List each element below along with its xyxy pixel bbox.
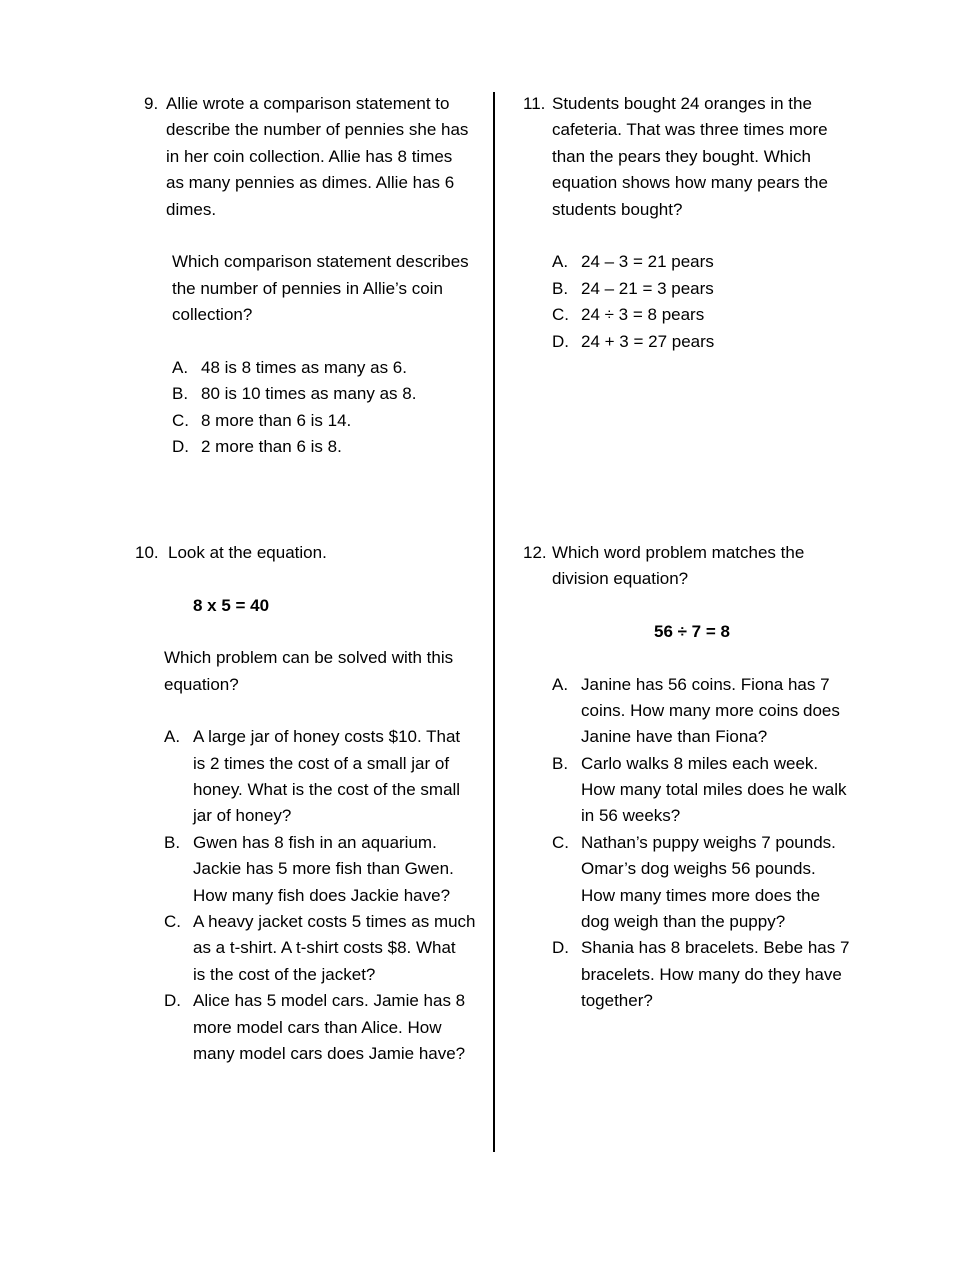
question-stem-line: as many pennies as dimes. Allie has 6 bbox=[166, 173, 455, 192]
option-text: 24 – 3 = 21 pears bbox=[581, 252, 714, 271]
option-letter: A. bbox=[552, 675, 569, 694]
question-number: 11. bbox=[523, 94, 546, 113]
option-text: jar of honey? bbox=[193, 806, 292, 825]
question-prompt-line: Which problem can be solved with this bbox=[164, 648, 454, 667]
option-text: Janine have than Fiona? bbox=[581, 727, 768, 746]
option-text: How many total miles does he walk bbox=[581, 780, 847, 799]
option-text: Carlo walks 8 miles each week. bbox=[581, 754, 819, 773]
option-letter: D. bbox=[552, 332, 569, 351]
question-stem-line: than the pears they bought. Which bbox=[552, 147, 811, 166]
option-letter: A. bbox=[172, 358, 189, 377]
question-stem-line: division equation? bbox=[552, 569, 689, 588]
option-text: 48 is 8 times as many as 6. bbox=[201, 358, 407, 377]
question-stem-line: Students bought 24 oranges in the bbox=[552, 94, 812, 113]
option-letter: D. bbox=[172, 437, 189, 456]
option-text: coins. How many more coins does bbox=[581, 701, 840, 720]
option-letter: C. bbox=[552, 833, 569, 852]
option-text: in 56 weeks? bbox=[581, 806, 681, 825]
option-letter: C. bbox=[164, 912, 181, 931]
option-text: Nathan’s puppy weighs 7 pounds. bbox=[581, 833, 836, 852]
option-text: Gwen has 8 fish in an aquarium. bbox=[193, 833, 437, 852]
option-text: is the cost of the jacket? bbox=[193, 965, 376, 984]
question-number: 10. bbox=[135, 543, 159, 562]
option-text: Shania has 8 bracelets. Bebe has 7 bbox=[581, 938, 850, 957]
option-text: 2 more than 6 is 8. bbox=[201, 437, 342, 456]
option-text: honey. What is the cost of the small bbox=[193, 780, 461, 799]
option-text: How many fish does Jackie have? bbox=[193, 886, 451, 905]
equation: 56 ÷ 7 = 8 bbox=[654, 622, 730, 641]
option-text: 24 ÷ 3 = 8 pears bbox=[581, 305, 705, 324]
option-letter: C. bbox=[172, 411, 189, 430]
question-number: 9. bbox=[144, 94, 159, 113]
option-text: dog weigh than the puppy? bbox=[581, 912, 786, 931]
option-letter: A. bbox=[164, 727, 181, 746]
option-letter: C. bbox=[552, 305, 569, 324]
question-stem-line: describe the number of pennies she has bbox=[166, 120, 469, 139]
option-text: How many times more does the bbox=[581, 886, 821, 905]
option-text: 8 more than 6 is 14. bbox=[201, 411, 352, 430]
option-text: Janine has 56 coins. Fiona has 7 bbox=[581, 675, 830, 694]
option-text: 80 is 10 times as many as 8. bbox=[201, 384, 417, 403]
question-stem-line: dimes. bbox=[166, 200, 217, 219]
option-text: together? bbox=[581, 991, 653, 1010]
question-stem-line: equation shows how many pears the bbox=[552, 173, 828, 192]
question-number: 12. bbox=[523, 543, 547, 562]
question-stem-line: Allie wrote a comparison statement to bbox=[166, 94, 450, 113]
question-prompt-line: Which comparison statement describes bbox=[172, 252, 469, 271]
option-letter: B. bbox=[172, 384, 189, 403]
option-letter: B. bbox=[552, 754, 569, 773]
question-stem-line: Which word problem matches the bbox=[552, 543, 805, 562]
option-text: many model cars does Jamie have? bbox=[193, 1044, 466, 1063]
option-text: Omar’s dog weighs 56 pounds. bbox=[581, 859, 816, 878]
option-text: A heavy jacket costs 5 times as much bbox=[193, 912, 476, 931]
question-prompt-line: collection? bbox=[172, 305, 253, 324]
question-prompt-line: the number of pennies in Allie’s coin bbox=[172, 279, 443, 298]
option-text: A large jar of honey costs $10. That bbox=[193, 727, 461, 746]
option-text: Jackie has 5 more fish than Gwen. bbox=[193, 859, 454, 878]
option-text: 24 + 3 = 27 pears bbox=[581, 332, 715, 351]
equation: 8 x 5 = 40 bbox=[193, 596, 270, 615]
option-text: 24 – 21 = 3 pears bbox=[581, 279, 714, 298]
question-stem-line: in her coin collection. Allie has 8 times bbox=[166, 147, 453, 166]
option-text: Alice has 5 model cars. Jamie has 8 bbox=[193, 991, 466, 1010]
column-divider bbox=[493, 92, 495, 1152]
question-prompt-line: equation? bbox=[164, 675, 239, 694]
option-text: is 2 times the cost of a small jar of bbox=[193, 754, 450, 773]
question-stem-line: students bought? bbox=[552, 200, 683, 219]
option-text: more model cars than Alice. How bbox=[193, 1018, 442, 1037]
question-stem-line: Look at the equation. bbox=[168, 543, 327, 562]
option-letter: A. bbox=[552, 252, 569, 271]
option-text: as a t-shirt. A t-shirt costs $8. What bbox=[193, 938, 456, 957]
option-letter: D. bbox=[164, 991, 181, 1010]
option-letter: D. bbox=[552, 938, 569, 957]
option-letter: B. bbox=[164, 833, 181, 852]
question-stem-line: cafeteria. That was three times more bbox=[552, 120, 828, 139]
option-letter: B. bbox=[552, 279, 569, 298]
option-text: bracelets. How many do they have bbox=[581, 965, 842, 984]
